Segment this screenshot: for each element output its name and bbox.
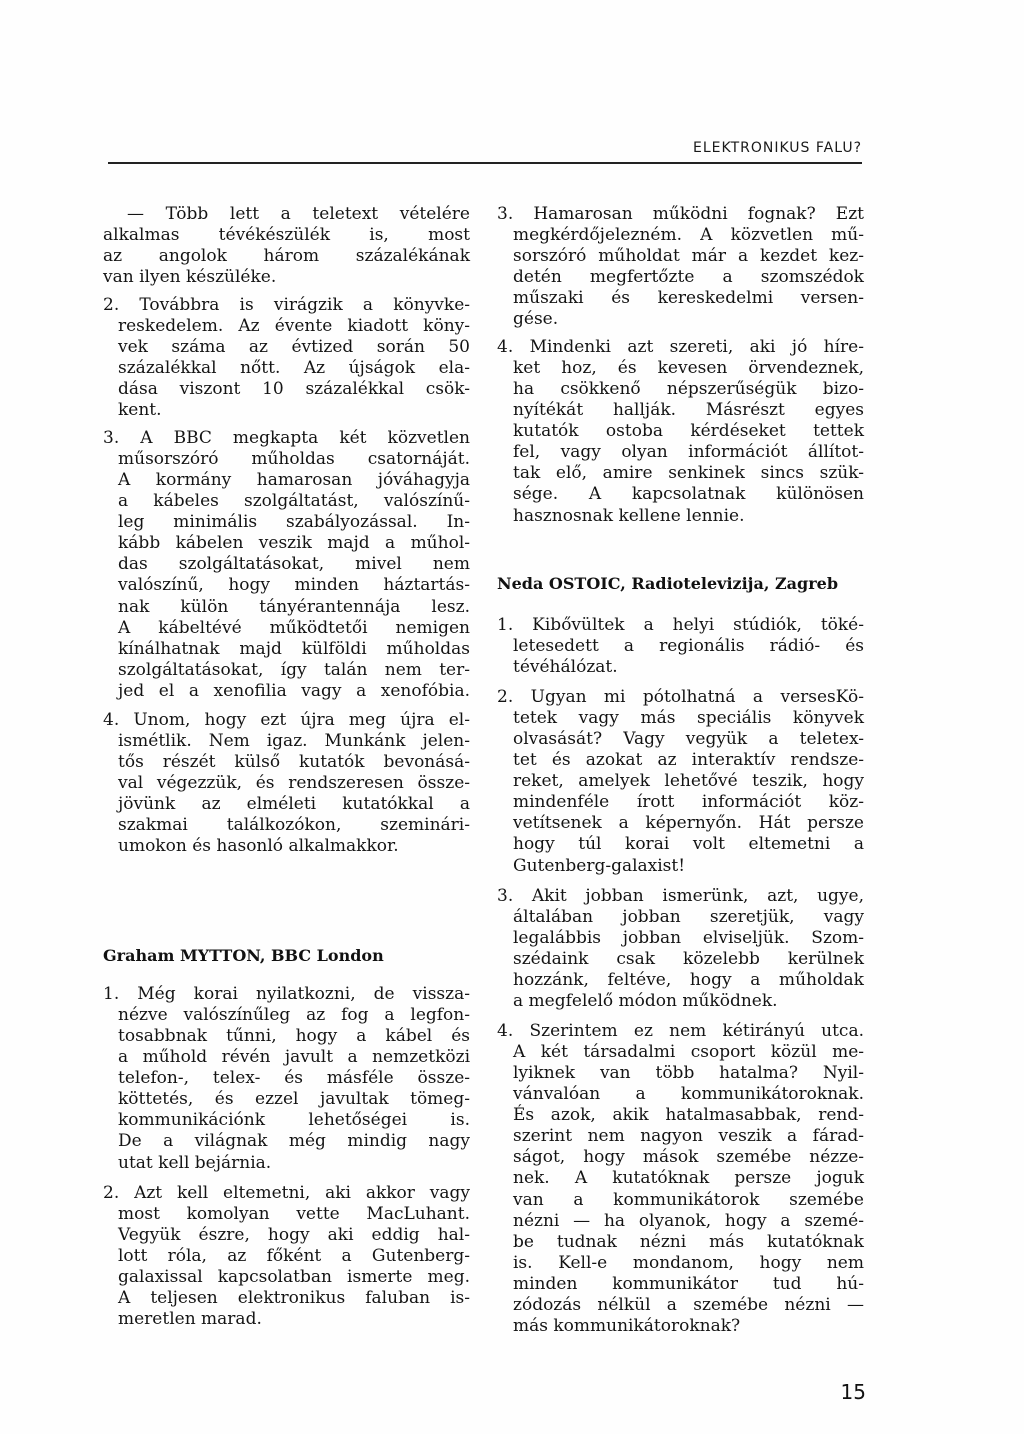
text-line: umokon és hasonló alkalmakkor.	[118, 836, 399, 857]
text-line: — Több lett a teletext vételére	[127, 203, 470, 224]
text-line: nézve valószínűleg az fog a legfon-	[118, 1004, 470, 1025]
text-line: kommunikációnk lehetőségei is.	[118, 1110, 470, 1131]
text-line: A kábeltévé működtetői nemigen	[118, 617, 470, 638]
text-line: A teljesen elektronikus faluban is-	[118, 1288, 470, 1309]
text-line: szakmai találkozókon, szeminári-	[118, 815, 470, 836]
text-line: detén megfertőzte a szomszédok	[513, 266, 864, 287]
text-line: tet és azokat az interaktív rendsze-	[513, 749, 864, 770]
text-line: 2. Ugyan mi pótolhatná a versesKö-	[497, 686, 864, 707]
text-line: nézni — ha olyanok, hogy a szemé-	[513, 1210, 864, 1231]
text-line: telefon-, telex- és másféle össze-	[118, 1068, 470, 1089]
text-line: nak külön tányérantennája lesz.	[118, 596, 470, 617]
respondent-heading-ostoic: Neda OSTOIC, Radiotelevizija, Zagreb	[497, 573, 839, 593]
text-line: más kommunikátoroknak?	[513, 1316, 741, 1337]
text-line: vetítsenek a képernyőn. Hát persze	[513, 813, 864, 834]
text-line: ságot, hogy mások szemébe nézze-	[513, 1147, 864, 1168]
text-line: kutatók ostoba kérdéseket tettek	[513, 421, 864, 442]
text-line: gése.	[513, 309, 559, 330]
text-line: tetek vagy más speciális könyvek	[513, 707, 864, 728]
text-line: a kábeles szolgáltatást, valószínű-	[118, 490, 470, 511]
text-line: hozzánk, feltéve, hogy a műholdak	[513, 970, 864, 991]
text-line: legalábbis jobban elviseljük. Szom-	[513, 927, 864, 948]
page-number: 15	[840, 1380, 866, 1404]
text-line: 4. Mindenki azt szereti, aki jó híre-	[497, 336, 864, 357]
text-line: lyiknek van több hatalma? Nyil-	[513, 1062, 864, 1083]
text-line: valószínű, hogy minden háztartás-	[118, 575, 470, 596]
text-line: reskedelem. Az évente kiadott köny-	[118, 315, 470, 336]
text-line: kább kábelen veszik majd a műhol-	[118, 533, 470, 554]
text-line: nyítékát hallják. Másrészt egyes	[513, 399, 864, 420]
answer-4-paragraph	[103, 709, 470, 858]
text-line: letesedett a regionális rádió- és	[513, 635, 864, 656]
text-line: általában jobban szeretjük, vagy	[513, 906, 864, 927]
text-line: tévéhálózat.	[513, 656, 618, 677]
mytton-answer-4-paragraph	[497, 336, 864, 527]
text-line: 3. Hamarosan működni fognak? Ezt	[497, 203, 864, 224]
text-line: százalékkal nőtt. Az újságok ela-	[118, 357, 470, 378]
text-line: 2. Azt kell eltemetni, aki akkor vagy	[103, 1182, 470, 1203]
text-line: ket hoz, és kevesen örvendeznek,	[513, 357, 864, 378]
mytton-answer-3-paragraph	[497, 203, 864, 331]
text-line: ismétlik. Nem igaz. Munkánk jelen-	[118, 730, 470, 751]
text-line: van ilyen készüléke.	[103, 266, 277, 287]
text-line: utat kell bejárnia.	[118, 1152, 272, 1173]
text-line: tős részét külső kutatók bevonásá-	[118, 751, 470, 772]
text-line: van a kommunikátorok szemébe	[513, 1189, 864, 1210]
text-line: szédaink csak közelebb kerülnek	[513, 948, 864, 969]
text-line: műsorszóró műholdas csatornáját.	[118, 448, 470, 469]
text-line: 1. Még korai nyilatkozni, de vissza-	[103, 983, 470, 1004]
text-line: 3. Akit jobban ismerünk, azt, ugye,	[497, 885, 864, 906]
text-line: is. Kell-e mondanom, hogy nem	[513, 1253, 864, 1274]
text-line: val végezzük, és rendszeresen össze-	[118, 772, 470, 793]
text-line: megkérdőjelezném. A közvetlen mű-	[513, 224, 864, 245]
text-line: szerint nem nagyon veszik a fárad-	[513, 1126, 864, 1147]
text-line: műszaki és kereskedelmi versen-	[513, 288, 864, 309]
text-line: 1. Kibővültek a helyi stúdiók, töké-	[497, 614, 864, 635]
text-line: fel, vagy olyan információt állítot-	[513, 442, 864, 463]
text-line: lott róla, az főként a Gutenberg-	[118, 1245, 470, 1266]
running-head: ELEKTRONIKUS FALU?	[693, 140, 862, 156]
mytton-answer-2-paragraph	[103, 1182, 470, 1331]
text-line: 3. A BBC megkapta két közvetlen	[103, 427, 470, 448]
text-line: szolgáltatásokat, így talán nem ter-	[118, 660, 470, 681]
text-line: tak elő, amire senkinek sincs szük-	[513, 463, 864, 484]
ostoic-answer-2-paragraph	[497, 686, 864, 877]
text-line: alkalmas tévékészülék is, most	[103, 224, 470, 245]
mytton-answer-1-paragraph	[103, 983, 470, 1174]
text-line: a megfelelő módon működnek.	[513, 991, 778, 1012]
ostoic-answer-3-paragraph	[497, 885, 864, 1013]
text-line: jövünk az elméleti kutatókkal a	[118, 794, 470, 815]
text-line: zódozás nélkül a szemébe nézni —	[513, 1295, 864, 1316]
text-line: minden kommunikátor tud hú-	[513, 1274, 864, 1295]
answer-3-paragraph	[103, 427, 470, 703]
text-line: A két társadalmi csoport közül me-	[513, 1041, 864, 1062]
text-line: nek. A kutatóknak persze joguk	[513, 1168, 864, 1189]
text-line: De a világnak még mindig nagy	[118, 1131, 470, 1152]
text-line: kínálhatnak majd külföldi műholdas	[118, 638, 470, 659]
answer-2-paragraph	[103, 294, 470, 422]
text-line: A kormány hamarosan jóváhagyja	[118, 469, 470, 490]
ostoic-answer-4-paragraph	[497, 1020, 864, 1338]
text-line: És azok, akik hatalmasabbak, rend-	[513, 1105, 864, 1126]
text-line: köttetés, és ezzel javultak tömeg-	[118, 1089, 470, 1110]
text-line: jed el a xenofilia vagy a xenofóbia.	[118, 681, 470, 702]
header-rule	[108, 162, 862, 164]
text-line: galaxissal kapcsolatban ismerte meg.	[118, 1267, 470, 1288]
text-line: hogy túl korai volt eltemetni a	[513, 834, 864, 855]
text-line: 2. Továbbra is virágzik a könyvke-	[103, 294, 470, 315]
text-line: az angolok három százalékának	[103, 245, 470, 266]
text-line: Gutenberg-galaxist!	[513, 855, 686, 876]
respondent-heading-mytton: Graham MYTTON, BBC London	[103, 945, 384, 965]
text-line: most komolyan vette MacLuhant.	[118, 1203, 470, 1224]
text-line: meretlen marad.	[118, 1309, 262, 1330]
text-line: be tudnak nézni más kutatóknak	[513, 1231, 864, 1252]
text-line: hasznosnak kellene lennie.	[513, 505, 745, 526]
text-line: reket, amelyek lehetővé teszik, hogy	[513, 771, 864, 792]
text-line: ha csökkenő népszerűségük bizo-	[513, 378, 864, 399]
text-line: sége. A kapcsolatnak különösen	[513, 484, 864, 505]
text-line: vek száma az évtized során 50	[118, 336, 470, 357]
text-line: das szolgáltatásokat, mivel nem	[118, 554, 470, 575]
text-line: tosabbnak tűnni, hogy a kábel és	[118, 1025, 470, 1046]
ostoic-answer-1-paragraph	[497, 614, 864, 678]
text-line: sorszóró műholdat már a kezdet kez-	[513, 245, 864, 266]
text-line: mindenféle írott információt köz-	[513, 792, 864, 813]
text-line: olvasását? Vagy vegyük a teletex-	[513, 728, 864, 749]
text-line: a műhold révén javult a nemzetközi	[118, 1046, 470, 1067]
text-line: leg minimális szabályozással. In-	[118, 512, 470, 533]
text-line: vánvalóan a kommunikátoroknak.	[513, 1083, 864, 1104]
text-line: Vegyük észre, hogy aki eddig hal-	[118, 1224, 470, 1245]
text-line: dása viszont 10 százalékkal csök-	[118, 379, 470, 400]
answer-1-continuation	[103, 204, 470, 289]
text-line: 4. Szerintem ez nem kétirányú utca.	[497, 1020, 864, 1041]
text-line: kent.	[118, 400, 162, 421]
text-line: 4. Unom, hogy ezt újra meg újra el-	[103, 709, 470, 730]
